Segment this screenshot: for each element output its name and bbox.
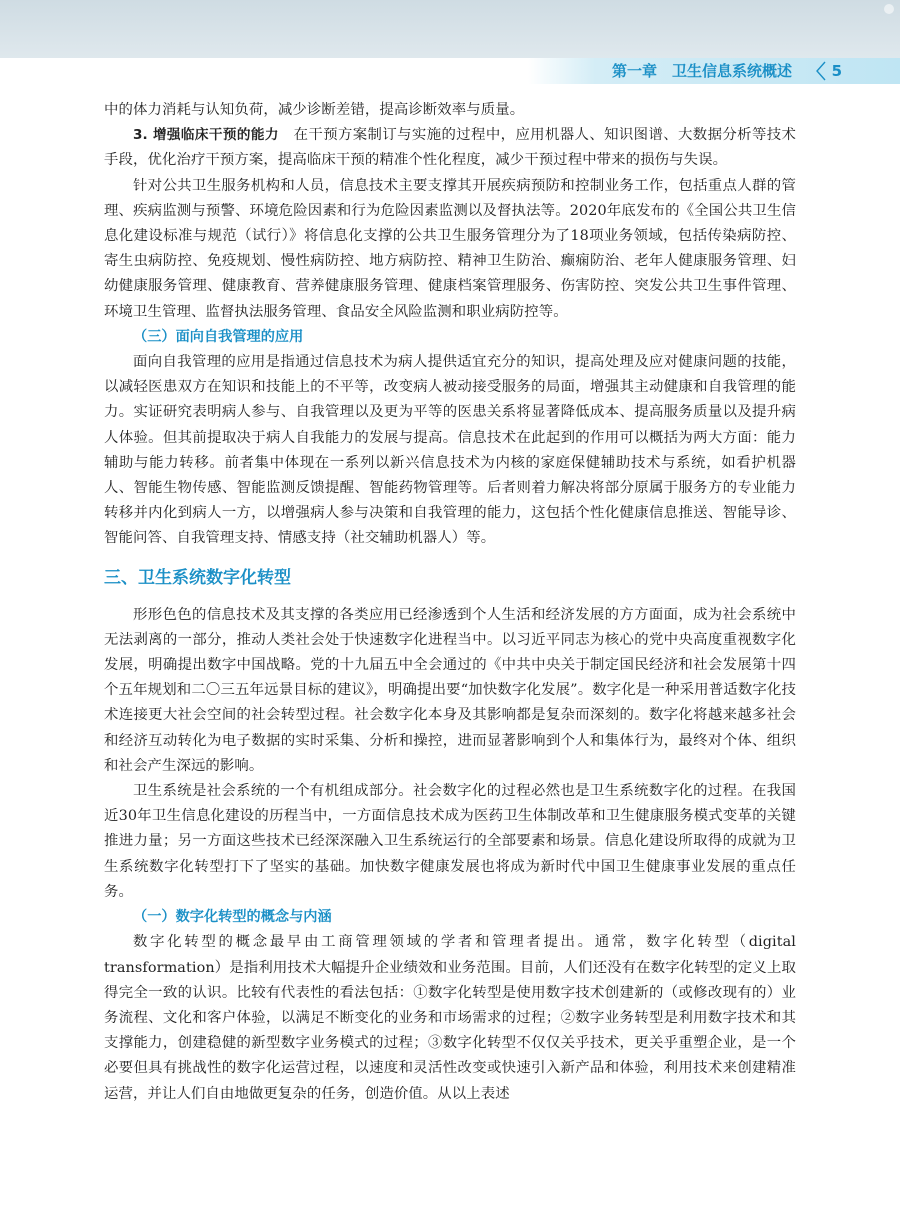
subheading-self-management: （三）面向自我管理的应用: [133, 328, 304, 345]
item-3-lead: 3. 增强临床干预的能力: [133, 127, 279, 144]
page-body: [104, 98, 796, 1107]
paragraph-concept: 数字化转型的概念最早由工商管理领域的学者和管理者提出。通常，数字化转型（digital transformation）是指利用技术大幅提升企业绩效和业务范围。目前，人们还没有在数字化转型的定义上取得完全一致的认识。比较有代表性的看法包括：①数字化转型是使用数字技术创建新的（或修改现有的）业务流程、文化和客户体验，以满足不断变化的业务和市场需求的过程；②数字业务转型是利用数字技术和其支撑能力，创建稳健的新型数字业务模式的过程；③数字化转型不仅仅关乎技术，更关乎重塑企业，是一个必要但具有挑战性的数字化运营过程，以速度和灵活性改变或快速引入新产品和体验，利用技术来创建精准运营，并让人们自由地做更复杂的任务，创造价值。从以上表述: [104, 934, 796, 1102]
paragraph-self-management: 面向自我管理的应用是指通过信息技术为病人提供适宜充分的知识，提高处理及应对健康问题的技能，以减轻医患双方在知识和技能上的不平等，改变病人被动接受服务的局面，增强其主动健康和自我管理的能力。实证研究表明病人参与、自我管理以及更为平等的医患关系将显著降低成本、提高服务质量以及提升病人体验。但其前提取决于病人自我能力的发展与提高。信息技术在此起到的作用可以概括为两大方面：能力辅助与能力转移。前者集中体现在一系列以新兴信息技术为内核的家庭保健辅助技术与系统，如看护机器人、智能生物传感、智能监测反馈提醒、智能药物管理等。后者则着力解决将部分原属于服务方的专业能力转移并内化到病人一方，以增强病人参与决策和自我管理的能力，这包括个性化健康信息推送、智能导诊、智能问答、自我管理支持、情感支持（社交辅助机器人）等。: [104, 354, 796, 547]
subheading-concept: （一）数字化转型的概念与内涵: [133, 909, 332, 926]
corner-dot: [884, 4, 894, 14]
paragraph-digital-1: 形形色色的信息技术及其支撑的各类应用已经渗透到个人生活和经济发展的方方面面，成为社会系统中无法剥离的一部分，推动人类社会处于快速数字化进程当中。以习近平同志为核心的党中央高度重视数字化发展，明确提出数字中国战略。党的十九届五中全会通过的《中共中央关于制定国民经济和社会发展第十四个五年规划和二〇三五年远景目标的建议》，明确提出要“加快数字化发展”。数字化是一种采用普适数字化技术连接更大社会空间的社会转型过程。社会数字化本身及其影响都是复杂而深刻的。数字化将越来越多社会和经济互动转化为电子数据的实时采集、分析和操控，进而显著影响到个人和集体行为，最终对个体、组织和社会产生深远的影响。: [104, 606, 796, 774]
item-3-text: 在干预方案制订与实施的过程中，应用机器人、知识图谱、大数据分析等技术手段，优化治疗干预方案，提高临床干预的精准个性化程度，减少干预过程中带来的损伤与失误。: [104, 127, 797, 169]
running-header: [0, 58, 900, 84]
chapter-title: 第一章 卫生信息系统概述: [611, 62, 792, 80]
paragraph-item-3: [104, 123, 796, 173]
paragraph-continuation: 中的体力消耗与认知负荷，减少诊断差错，提高诊断效率与质量。: [104, 102, 525, 118]
paragraph-digital-2: 卫生系统是社会系统的一个有机组成部分。社会数字化的过程必然也是卫生系统数字化的过程。在我国近30年卫生信息化建设的历程当中，一方面信息技术成为医药卫生体制改革和卫生健康服务模式变革的关键推进力量；另一方面这些技术已经深深融入卫生系统运行的全部要素和场景。信息化建设所取得的成就为卫生系统数字化转型打下了坚实的基础。加快数字健康发展也将成为新时代中国卫生健康事业发展的重点任务。: [104, 783, 796, 900]
page-number: 5: [831, 62, 842, 80]
section-heading-digital-transformation: 三、卫生系统数字化转型: [104, 567, 291, 588]
chevron-left-icon: [814, 61, 828, 81]
top-margin-band: [0, 0, 900, 58]
paragraph-public-health: 针对公共卫生服务机构和人员，信息技术主要支撑其开展疾病预防和控制业务工作，包括重点人群的管理、疾病监测与预警、环境危险因素和行为危险因素监测以及督执法等。2020年底发布的《全国公共卫生信息化建设标准与规范（试行）》将信息化支撑的公共卫生服务管理分为了18项业务领域，包括传染病防控、寄生虫病防控、免疫规划、慢性病防控、地方病防控、精神卫生防治、癫痫防治、老年人健康服务管理、妇幼健康服务管理、健康教育、营养健康服务管理、健康档案管理服务、伤害防控、突发公共卫生事件管理、环境卫生管理、监督执法服务管理、食品安全风险监测和职业病防控等。: [104, 177, 796, 320]
